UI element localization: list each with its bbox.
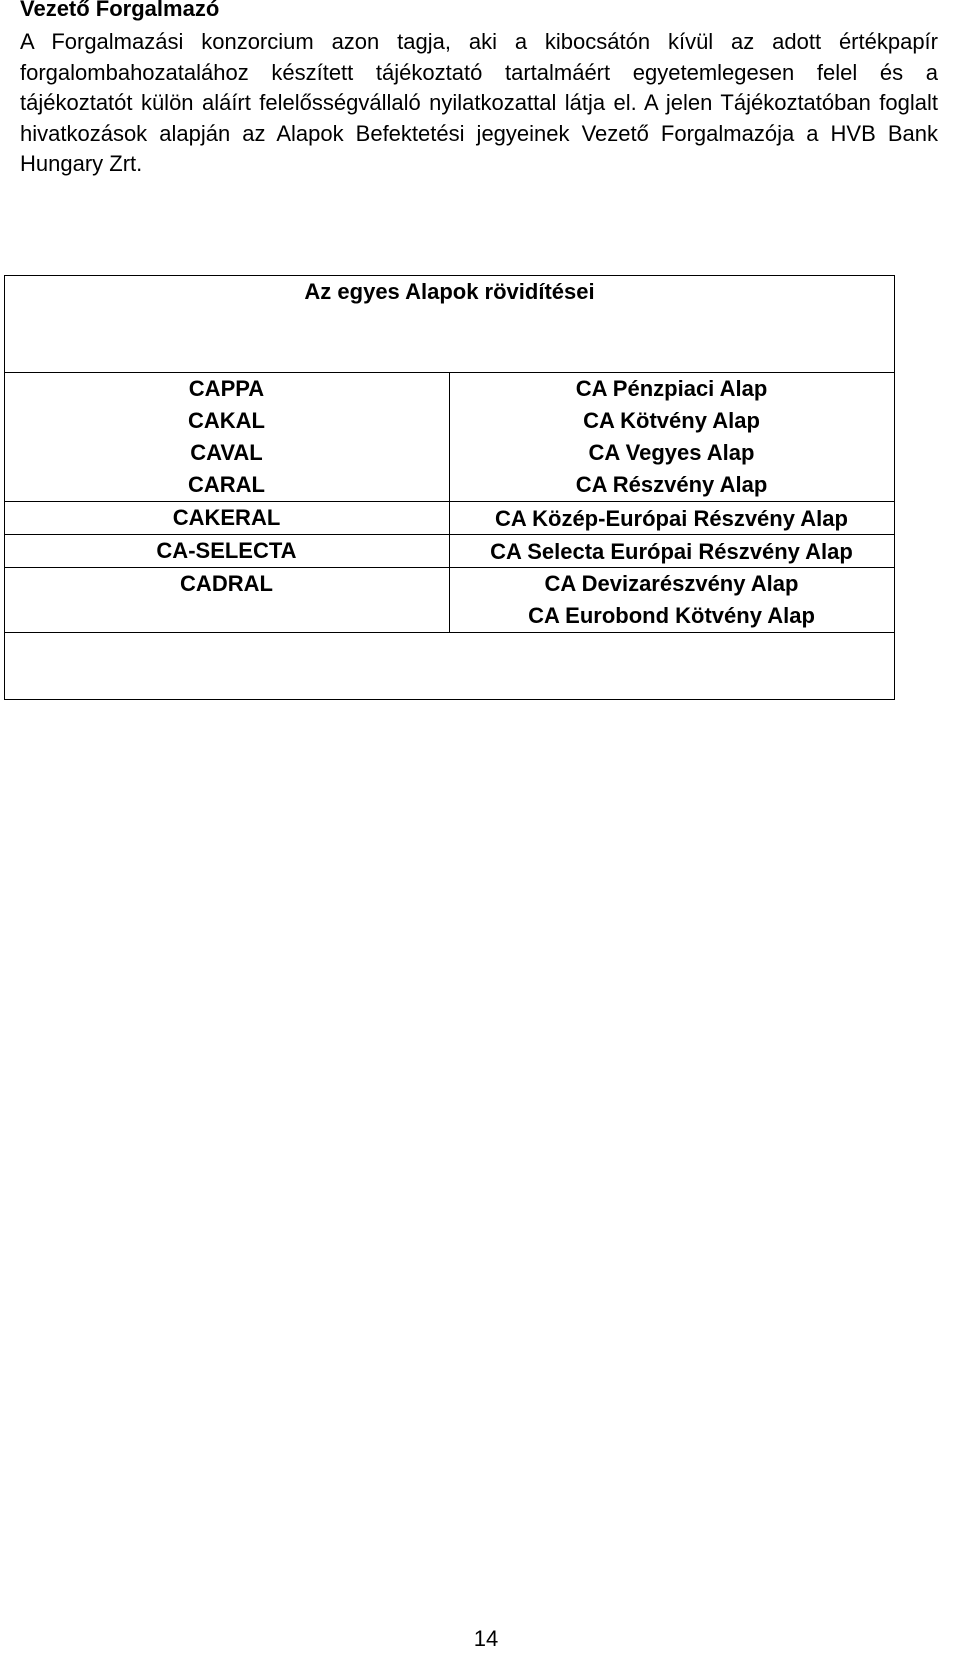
fund-name-cell [449,568,894,633]
table-row [4,373,894,502]
definition-paragraph: A Forgalmazási konzorcium azon tagja, aki a kibocsátón kívül az adott értékpapír forgalombahozatalához készített tájékoztató tartalmáért egyetemlegesen felel és a tájékoztatót külön aláírt felelősségvállaló nyilatkozattal látja el. A jelen Tájékoztatóban foglalt hivatkozások alapján az Alapok Befektetési jegyeinek Vezető Forgalmazója a HVB Bank Hungary Zrt. [20,29,938,176]
fund-name-cell [449,373,894,502]
abbreviations-title: Az egyes Alapok rövidítései [304,279,595,304]
fund-name: CA Pénzpiaci Alap [575,376,768,401]
table-row [4,502,894,535]
fund-name: CA Részvény Alap [575,472,768,497]
fund-name-cell [449,502,894,535]
fund-code: CAKERAL [172,505,281,530]
table-row [4,535,894,568]
fund-name: CA Selecta Európai Részvény Alap [490,538,853,564]
fund-name: CA Devizarészvény Alap [544,571,799,596]
fund-name-cell [449,535,894,568]
fund-code-cell [4,502,449,535]
section-heading: Vezető Forgalmazó [20,0,220,21]
fund-code: CAVAL [190,440,263,465]
page-number: 14 [473,1626,499,1651]
fund-name: CA Kötvény Alap [583,408,760,433]
fund-name: CA Vegyes Alap [588,440,755,465]
abbreviations-table [4,372,895,633]
fund-name: CA Közép-Európai Részvény Alap [495,505,848,531]
fund-code: CAKAL [188,408,265,433]
fund-code: CA-SELECTA [156,538,297,563]
fund-code: CARAL [188,472,265,497]
fund-code-cell [4,568,449,633]
abbreviations-box [4,275,895,700]
fund-code-cell [4,373,449,502]
fund-code: CAPPA [188,376,265,401]
fund-code: CADRAL [180,571,273,596]
fund-name: CA Eurobond Kötvény Alap [528,603,815,628]
table-row [4,568,894,633]
fund-code-cell [4,535,449,568]
